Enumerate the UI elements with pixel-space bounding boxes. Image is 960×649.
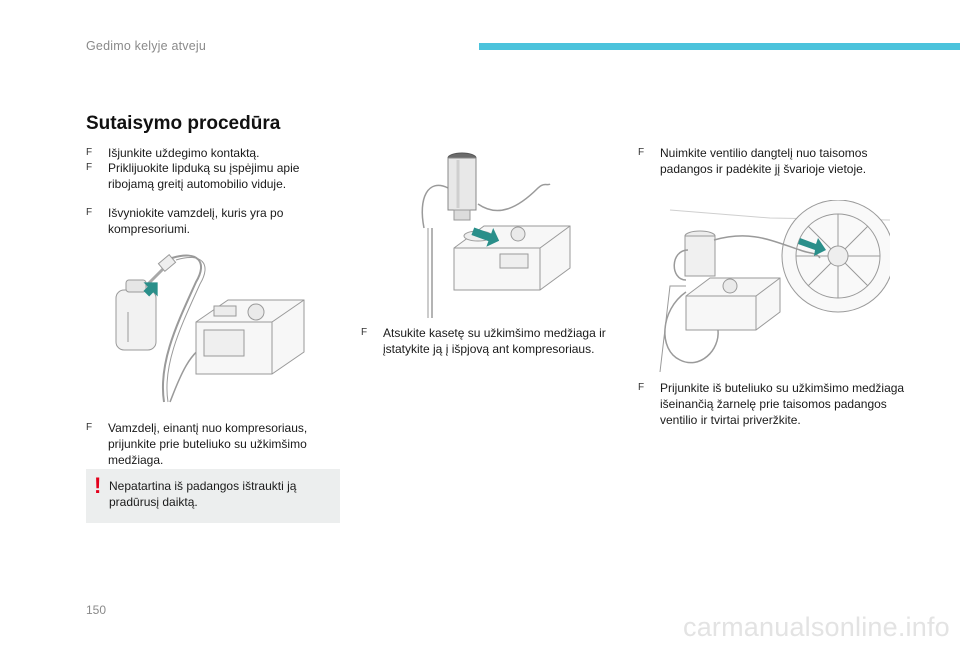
step-marker: F [638, 382, 645, 393]
step-text: Vamzdelį, einantį nuo kompresoriaus, prijunkite prie buteliuko su užkimšimo medžiaga. [108, 421, 308, 467]
step-text: Išvyniokite vamzdelį, kuris yra po kompresoriumi. [108, 206, 284, 236]
step-2 [86, 160, 313, 192]
step-1 [86, 145, 338, 161]
warning-icon: ! [94, 473, 102, 498]
step-marker: F [86, 207, 93, 218]
step-marker: F [361, 327, 368, 338]
tyre-valve-illustration [650, 200, 890, 375]
compressor-bottle-illustration [108, 252, 328, 412]
step-marker: F [638, 147, 645, 158]
step-text: Nuimkite ventilio dangtelį nuo taisomos padangos ir padėkite jį švarioje vietoje. [660, 146, 868, 176]
step-text: Išjunkite uždegimo kontaktą. [108, 146, 260, 160]
step-marker: F [86, 162, 93, 173]
step-7 [638, 380, 910, 428]
step-6 [638, 145, 900, 177]
warning-text: Nepatartina iš padangos ištraukti ją pradūrusį daiktą. [109, 479, 297, 509]
step-text: Priklijuokite lipduką su įspėjimu apie ribojamą greitį automobilio viduje. [108, 161, 300, 191]
step-text: Atsukite kasetę su užkimšimo medžiaga ir įstatykite ją į išpjovą ant kompresoriaus. [383, 326, 606, 356]
step-marker: F [86, 422, 93, 433]
step-text: Prijunkite iš buteliuko su užkimšimo medžiaga išeinančią žarnelę prie taisomos padangos ventilio ir tvirtai priveržkite. [660, 381, 905, 427]
watermark: carmanualsonline.info [683, 612, 950, 642]
page-number: 150 [86, 603, 107, 617]
header-title: Gedimo kelyje atveju [86, 39, 207, 53]
section-title: Sutaisymo procedūra [86, 113, 281, 134]
header-accent-bar [479, 43, 960, 50]
cartridge-compressor-illustration [418, 148, 618, 320]
step-marker: F [86, 147, 93, 158]
step-5 [361, 325, 623, 357]
step-4 [86, 420, 338, 468]
step-3 [86, 205, 298, 237]
